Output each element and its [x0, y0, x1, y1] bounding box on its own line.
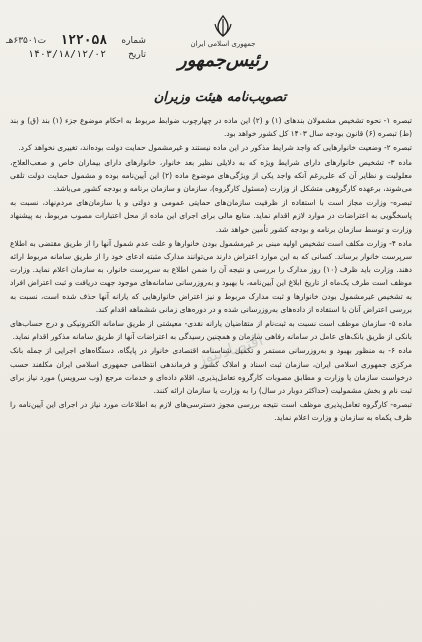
- ref-number: ۱۲۲۰۵۸: [60, 33, 108, 48]
- paragraph: ماده ۳- تشخیص خانوارهای دارای شرایط ویژه که به دلایلی نظیر بعد خانوار، خانوارهای دارای بیماران خاص و صعب‌العلاج، معلولیت و نظایر آن که علی‌رغم آنکه واجد یکی از ویژگی‌های موضوع ماده (۲) این آیین‌نامه بوده و مشمول حمایت دولت تلقی می‌شوند، برعهده کارگروهی متشکل از وزارت (مسئول کارگروه)، سازمان و سازمان برنامه و بودجه کشور می‌باشد.: [10, 157, 412, 194]
- reference-block: [6, 34, 146, 62]
- paragraph: ماده ۶- به منظور بهبود و به‌روزرسانی مستمر و تکمیل شناسنامه اقتصادی خانوار در پایگاه، دستگاه‌های اجرایی از جمله بانک مرکزی جمهوری اسلامی ایران، سازمان ثبت اسناد و املاک کشور و فرماندهی انتظامی جمهوری اسلامی ایران مکلفند حسب درخواست سازمان یا وزارت و مطابق مصوبات کارگروه تعامل‌پذیری، اقلام داده‌ای و خدمات مرجع (وب سرویس) مورد نیاز برای ثبت نام و بخش مشمولیت (حداکثر دوبار در سال) را به وزارت یا سازمان ارائه کنند.: [10, 346, 412, 396]
- republic-label: جمهوری اسلامی ایران: [190, 40, 256, 48]
- president-title: رئیس‌جمهور: [178, 50, 268, 71]
- paragraph: تبصره ۱- نحوه تشخیص مشمولان بندهای (۱) و (۲) این ماده در چهارچوب ضوابط مربوط به احکام موضوع جزء (۱) بند (ق) و بند (ط) تبصره (۶) قانون بودجه سال ۱۴۰۳ کل کشور خواهد بود.: [10, 116, 412, 139]
- ref-suffix: ت۶۳۵۰۱هـ: [6, 36, 47, 46]
- paragraph: ماده ۴- وزارت مکلف است تشخیص اولیه مبنی بر غیرمشمول بودن خانوارها و علت عدم شمول آنها را از طریق مقتضی به اطلاع سرپرست خانوار برساند. کسانی که به این موارد اعتراض دارند می‌توانند مدارک مثبته ادعای خود را از طریق سامانه مربوط ارائه دهند. وزارت باید ظرف (۱۰) روز مدارک را بررسی و نتیجه آن را ضمن اطلاع به سرپرست خانوار، به سازمان اعلام نماید. وزارت موظف است طرف یک‌ماه از تاریخ ابلاغ این آیین‌نامه، با بهبود و به‌روزرسانی سامانه‌های موجود جهت دریافت و ثبت اعتراض افراد به تشخیص غیرمشمول بودن خانوارها و ثبت مدارک مربوط و نیز اعتراض خانوارهایی که یارانه آنها حذف شده است، نسبت به بررسی اعتراض آنان با استفاده از داده‌های به‌روزرسانی شده و در دوره‌های زمانی ششماهه اقدام کند.: [10, 238, 412, 314]
- paragraph: تبصره- وزارت مجاز است با استفاده از ظرفیت سازمان‌های حمایتی عمومی و دولتی و یا سازمان‌های مردم‌نهاد، نسبت به پاسخگویی به اعتراضات در موارد لازم اقدام نماید. منابع مالی برای اجرای این ماده از محل اعتبارات مصوب مربوط، به پیشنهاد وزارت و توسط سازمان برنامه و بودجه کشور تأمین خواهد شد.: [10, 198, 412, 234]
- date-value: ۱۴۰۳/۱۸/۱۲/۰۲: [27, 49, 107, 60]
- approval-title: تصویب‌نامه هیئت وزیران: [153, 90, 287, 105]
- paragraph: ماده ۵- سازمان موظف است نسبت به ثبت‌نام از متقاضیان یارانه نقدی- معیشتی از طریق سامانه الکترونیکی و درج حساب‌های بانکی از طریق بانک‌های عامل در سامانه رفاهی سازمان و همچنین رسیدگی به اعتراضات آنها از طریق سامانه مذکور اقدام نماید.: [10, 319, 412, 342]
- iran-emblem-icon: [211, 14, 235, 38]
- paragraph: تبصره ۲- وضعیت خانوارهایی که واجد شرایط مذکور در این ماده نیستند و غیرمشمول حمایت دولت بوده‌اند، تغییری نخواهد کرد.: [18, 143, 412, 153]
- watermark: اقتصادنیوز: [194, 329, 266, 370]
- document-body: [10, 114, 412, 636]
- paragraph: تبصره- کارگروه تعامل‌پذیری موظف است نتیجه بررسی مجوز دسترسی‌های لازم به اطلاعات مورد نیاز در اجرای این آیین‌نامه را ظرف یکماه به سازمان و وزارت اعلام نماید.: [10, 400, 412, 423]
- ref-label: شماره: [121, 36, 146, 46]
- date-label: تاریخ: [128, 50, 146, 60]
